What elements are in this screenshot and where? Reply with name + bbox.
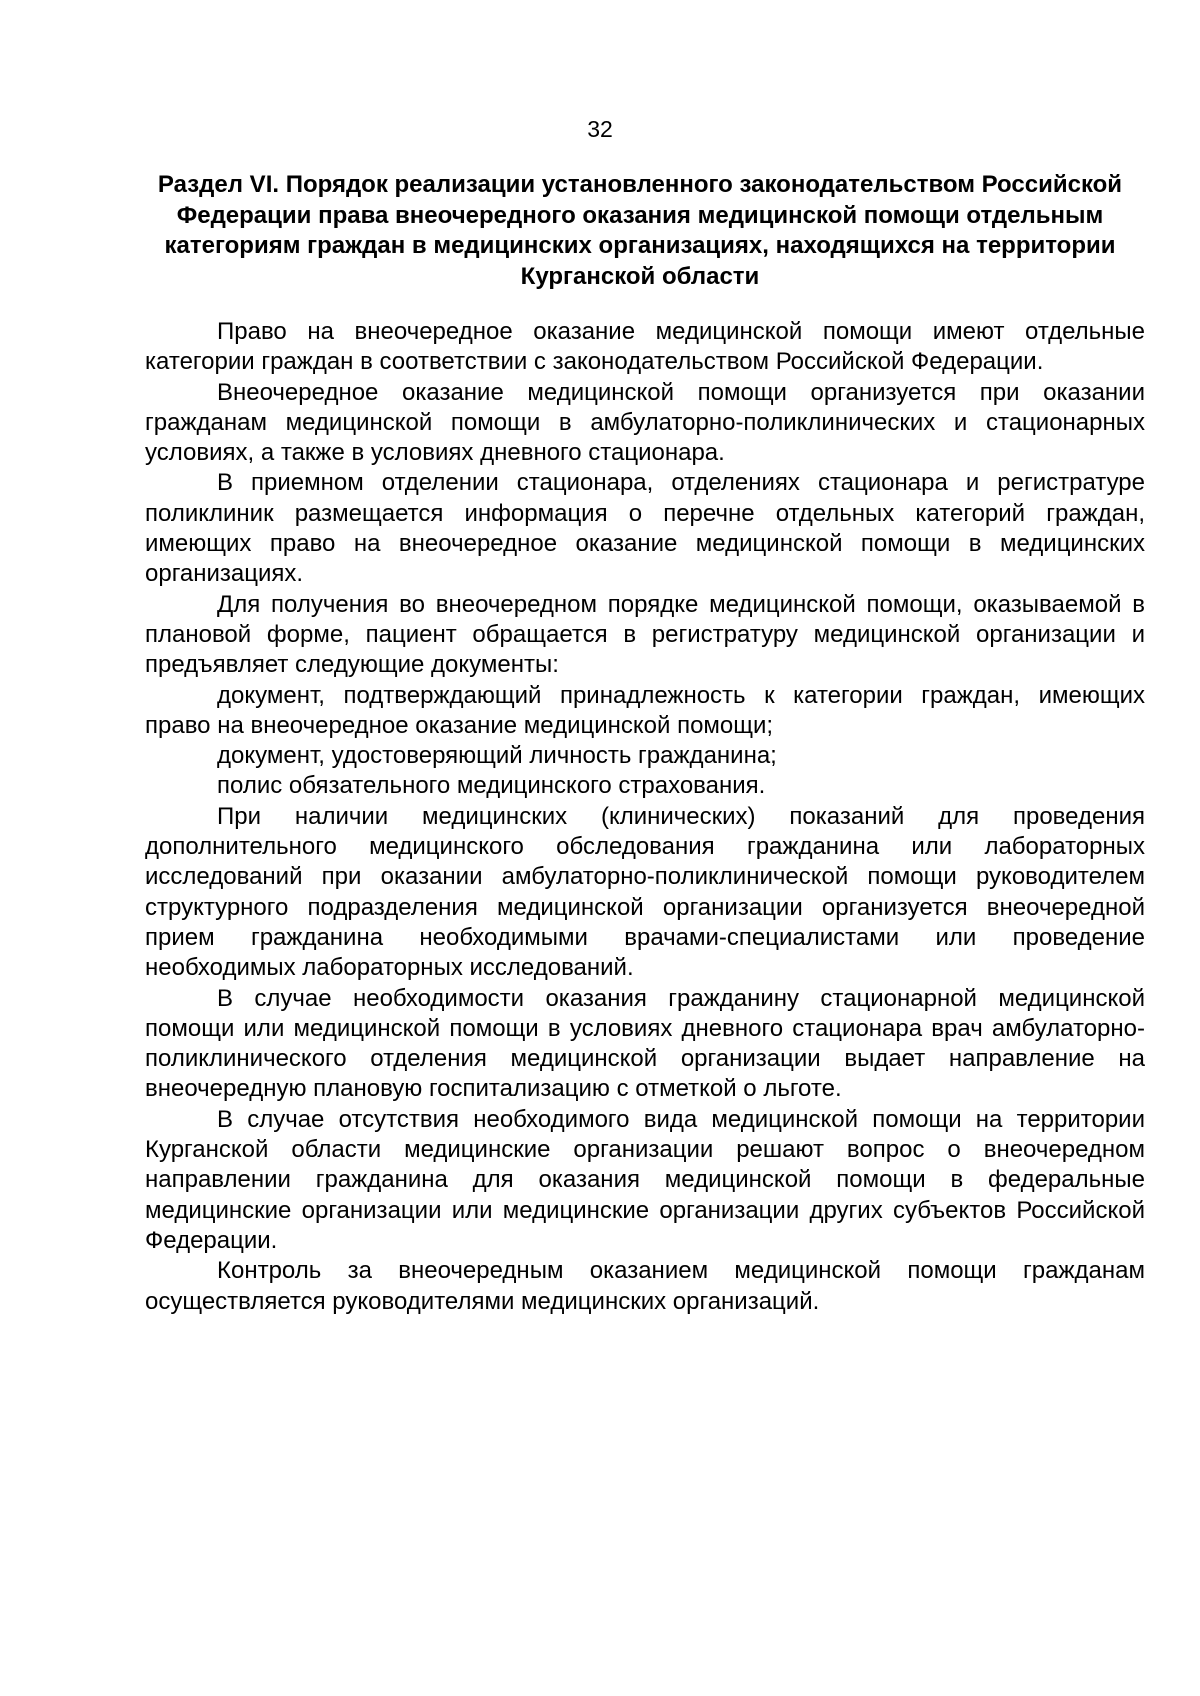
paragraph-5: При наличии медицинских (клинических) показаний для проведения дополнительного медицинского обследования гражданина или лабораторных исследований при оказании амбулаторно-поликлинической помощи руководителем структурного подразделения медицинской организации организуется внеочередной прием гражданина необходимыми врачами-специалистами или проведение необходимых лабораторных исследований.: [145, 802, 1145, 982]
paragraph-3: В приемном отделении стационара, отделениях стационара и регистратуре поликлиник размещается информация о перечне отдельных категорий граждан, имеющих право на внеочередное оказание медицинской помощи в медицинских организациях.: [145, 469, 1145, 588]
document-body: [145, 317, 1145, 1317]
paragraph-1: Право на внеочередное оказание медицинской помощи имеют отдельные категории граждан в соответствии с законодательством Российской Федерации.: [145, 318, 1145, 376]
section-title: Раздел VI. Порядок реализации установленного законодательством Российской Федерации права внеочередного оказания медицинской помощи отдельным категориям граждан в медицинских организациях, находящихся на территории Курганской области: [157, 171, 1123, 290]
list-item-identity-document: документ, удостоверяющий личность гражданина;: [217, 742, 777, 770]
paragraph-7: В случае отсутствия необходимого вида медицинской помощи на территории Курганской области медицинские организации решают вопрос о внеочередном направлении гражданина для оказания медицинской помощи в федеральные медицинские организации или медицинские организации других субъектов Российской Федерации.: [145, 1105, 1145, 1254]
paragraph-2: Внеочередное оказание медицинской помощи организуется при оказании гражданам медицинской помощи в амбулаторно-поликлинических и стационарных условиях, а также в условиях дневного стационара.: [145, 378, 1145, 467]
page-number: 32: [587, 116, 613, 142]
list-item-insurance-policy: полис обязательного медицинского страхования.: [217, 772, 766, 800]
paragraph-4: Для получения во внеочередном порядке медицинской помощи, оказываемой в плановой форме, пациент обращается в регистратуру медицинской организации и предъявляет следующие документы:: [145, 590, 1145, 679]
list-item-document-category: документ, подтверждающий принадлежность к категории граждан, имеющих право на внеочередное оказание медицинской помощи;: [145, 681, 1145, 739]
paragraph-6: В случае необходимости оказания гражданину стационарной медицинской помощи или медицинской помощи в условиях дневного стационара врач амбулаторно-поликлинического отделения медицинской организации выдает направление на внеочередную плановую госпитализацию с отметкой о льготе.: [145, 984, 1145, 1103]
paragraph-8: Контроль за внеочередным оказанием медицинской помощи гражданам осуществляется руководителями медицинских организаций.: [145, 1257, 1145, 1315]
